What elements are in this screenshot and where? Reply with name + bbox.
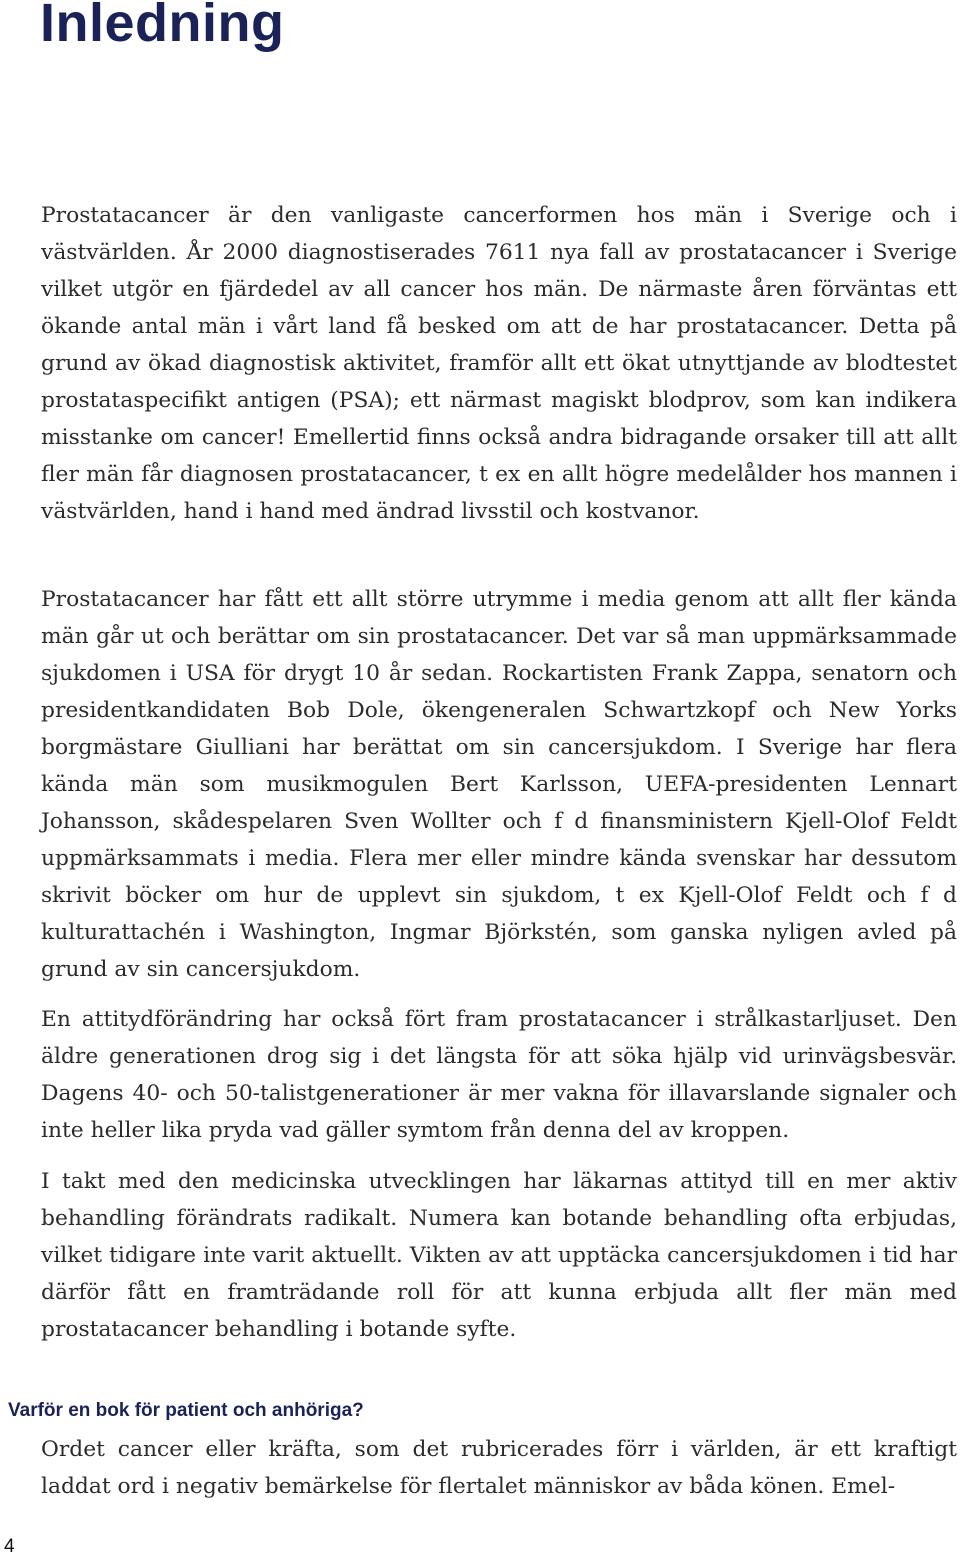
page-number: 4 bbox=[4, 1536, 15, 1557]
body-paragraph-4: I takt med den medicinska utvecklingen har läkarnas attityd till en mer aktiv behandling förändrats radikalt. Numera kan botande behandling ofta erbjudas, vilket tidigare inte varit aktuellt. Vikten av att upptäcka cancersjukdomen i tid har därför fått en framträdande roll för att kunna erbjuda allt fler män med prostatacancer behandling i botande syfte. bbox=[41, 1169, 957, 1342]
body-paragraph-1: Prostatacancer är den vanligaste cancerformen hos män i Sverige och i västvärlden. År 2000 diagnostiserades 7611 nya fall av prostatacancer i Sverige vilket utgör en fjärdedel av all cancer hos män. De närmaste åren förväntas ett ökande antal män i vårt land få besked om att de har prostatacancer. Detta på grund av ökad diagnostisk aktivitet, framför allt ett ökat utnyttjande av blodtestet prostataspecifikt antigen (PSA); ett närmast magiskt blodprov, som kan indikera misstanke om cancer! Emellertid finns också andra bidragande orsaker till att allt fler män får diagnosen prostatacancer, t ex en allt högre medelålder hos mannen i västvärlden, hand i hand med ändrad livsstil och kostvanor. bbox=[41, 203, 957, 524]
body-paragraph-3: En attitydförändring har också fört fram prostatacancer i strålkastarljuset. Den äldre generationen drog sig i det längsta för att söka hjälp vid urinvägsbesvär. Dagens 40- och 50-talistgenerationer är mer vakna för illavarslande signaler och inte heller lika pryda vad gäller symtom från denna del av kroppen. bbox=[41, 1007, 957, 1143]
body-paragraph-2: Prostatacancer har fått ett allt större utrymme i media genom att allt fler kända män går ut och berättar om sin prostatacancer. Det var så man uppmärksammade sjukdomen i USA för drygt 10 år sedan. Rockartisten Frank Zappa, senatorn och presidentkandidaten Bob Dole, ökengeneralen Schwartzkopf och New Yorks borgmästare Giulliani har berättat om sin cancersjukdom. I Sverige har flera kända män som musikmogulen Bert Karlsson, UEFA-presidenten Lennart Johansson, skådespelaren Sven Wollter och f d finansministern Kjell-Olof Feldt uppmärksammats i media. Flera mer eller mindre kända svenskar har dessutom skrivit böcker om hur de upplevt sin sjukdom, t ex Kjell-Olof Feldt och f d kulturattachén i Washington, Ingmar Björkstén, som ganska nyligen avled på grund av sin cancersjukdom. bbox=[41, 587, 957, 982]
section-subheading: Varför en bok för patient och anhöriga? bbox=[8, 1400, 364, 1421]
chapter-heading: Inledning bbox=[40, 0, 285, 53]
body-paragraph-continuation: Ordet cancer eller kräfta, som det rubricerades förr i världen, är ett kraftigt laddat ord i negativ bemärkelse för flertalet människor av båda könen. Emel- bbox=[41, 1437, 957, 1499]
